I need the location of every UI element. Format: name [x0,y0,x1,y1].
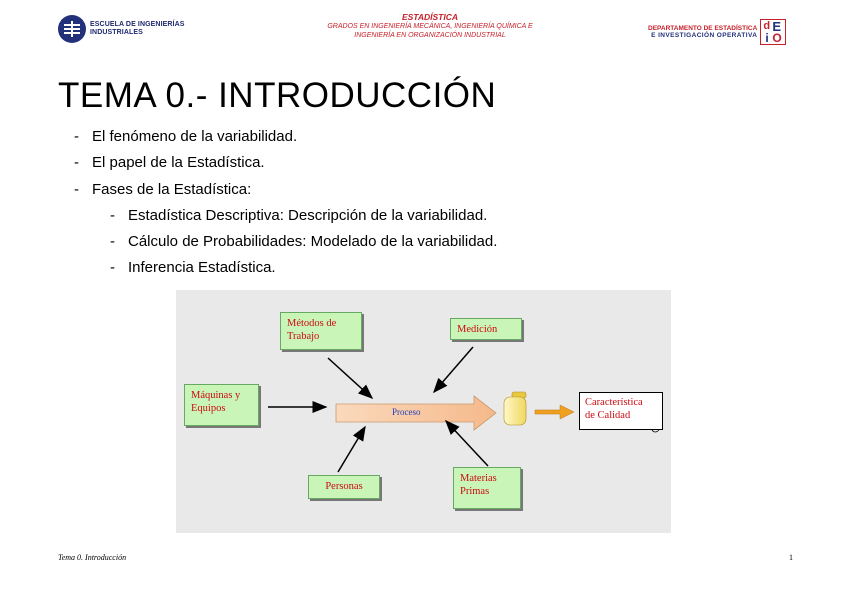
node-metodos-de-trabajo [280,312,362,350]
node-maquinas-y-equipos [184,384,259,426]
topic-item [74,153,497,179]
result-line2: de Calidad [585,410,631,421]
subtopic-text: Cálculo de Probabilidades: Modelado de la variabilidad. [128,233,498,251]
process-diagram [176,290,671,533]
logo-letter-o: O [772,31,782,45]
bullet-dash: - [110,206,115,224]
department-line2: E INVESTIGACIÓN OPERATIVA [651,32,758,39]
school-header [58,15,185,43]
bullet-dash: - [110,259,115,277]
topic-list [74,127,497,285]
jar-icon [504,392,526,425]
result-line1: Característica [585,397,643,408]
course-subtitle-line2: INGENIERÍA EN ORGANIZACIÓN INDUSTRIAL [354,32,506,39]
node-metodos-line2: Trabajo [287,331,320,342]
node-medicion-label: Medición [457,324,498,335]
arrow-medicion [434,347,473,392]
logo-letter-d: d [763,20,771,32]
arrow-personas [338,427,365,472]
school-name-line1: ESCUELA DE INGENIERÍAS [90,21,185,28]
quality-characteristic-box [579,392,663,430]
arrow-materias [446,421,488,466]
footer-section-name: Tema 0. Introducción [58,553,127,562]
subtopic-item [74,206,497,232]
course-title: ESTADÍSTICA [401,12,459,22]
logo-letter-e: E [772,19,781,34]
bullet-dash: - [74,128,79,145]
node-personas-label: Personas [325,481,363,492]
page-number: 1 [789,553,793,562]
topic-text: El papel de la Estadística. [92,154,265,172]
node-materias-line1: Materias [460,473,497,484]
arrow-metodos [328,358,372,398]
node-medicion [450,318,522,340]
topic-text: Fases de la Estadística: [92,180,252,198]
node-personas [308,475,380,499]
slide-title: TEMA 0.- INTRODUCCIÓN [58,76,497,115]
department-line1: DEPARTAMENTO DE ESTADÍSTICA [648,24,758,32]
subtopic-text: Inferencia Estadística. [128,259,276,277]
subtopic-item [74,258,497,284]
node-materias-primas [453,467,521,509]
logo-letter-i: i [765,31,769,45]
bullet-dash: - [74,154,79,172]
school-name [90,21,185,37]
topic-item [74,127,497,153]
school-logo [58,15,86,43]
subtopic-text: Estadística Descriptiva: Descripción de la variabilidad. [128,206,488,224]
school-name-line2: INDUSTRIALES [90,29,143,36]
node-metodos-line1: Métodos de [287,318,337,329]
topic-item [74,180,497,206]
department-header [648,19,786,45]
course-subtitle-line1: GRADOS EN INGENIERÍA MECÁNICA, INGENIERÍA QUÍMICA E [327,23,533,30]
node-materias-line2: Primas [460,486,490,497]
result-curl [652,430,659,432]
subtopic-item [74,232,497,258]
deio-logo [760,19,786,45]
bullet-dash: - [110,233,115,251]
node-maquinas-line2: Equipos [191,403,226,414]
node-maquinas-line1: Máquinas y [191,390,241,401]
bullet-dash: - [74,180,79,198]
topic-text: El fenómeno de la variabilidad. [92,128,298,145]
department-name [648,25,757,40]
output-arrow [535,405,574,419]
course-header [300,12,560,40]
process-label: Proceso [392,407,421,417]
